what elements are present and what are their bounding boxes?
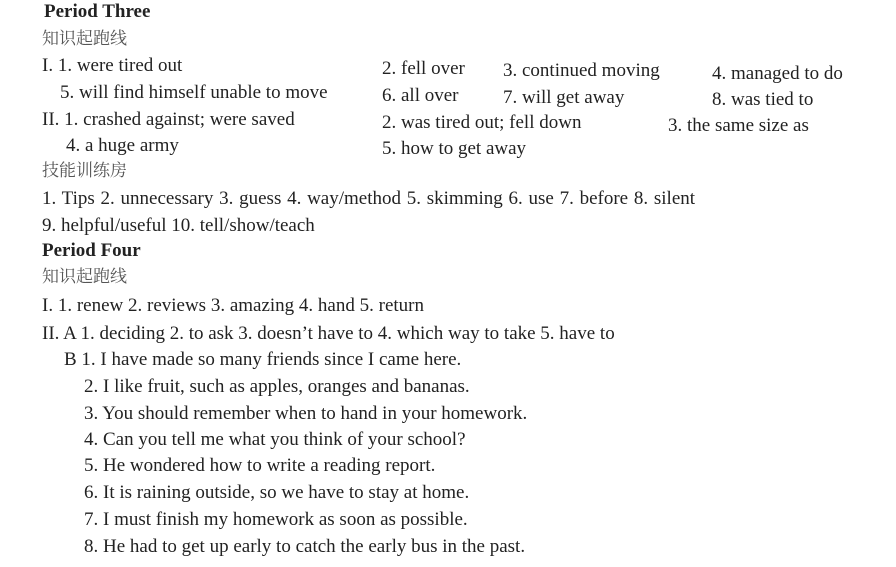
period-four-title: Period Four <box>42 240 141 261</box>
p3-i-answer-5: 5. will find himself unable to move <box>60 82 328 103</box>
p4-b-sentence-7: 7. I must finish my homework as soon as possible. <box>84 509 468 530</box>
p3-i-answer-4: 4. managed to do <box>712 63 843 84</box>
p3-i-answer-7: 7. will get away <box>503 87 625 108</box>
p4-b-sentence-8: 8. He had to get up early to catch the early bus in the past. <box>84 536 526 557</box>
p4-b-sentence-6: 6. It is raining outside, so we have to stay at home. <box>84 482 470 503</box>
p3-ii-answer-3: 3. the same size as <box>668 115 809 136</box>
p4-b-sentence-5: 5. He wondered how to write a reading report. <box>84 455 436 476</box>
p3-ii-answer-1: II. 1. crashed against; were saved <box>42 109 295 130</box>
p4-b-sentence-2: 2. I like fruit, such as apples, oranges and bananas. <box>84 376 470 397</box>
p3-ii-answer-2: 2. was tired out; fell down <box>382 112 582 133</box>
p3-i-answer-3: 3. continued moving <box>503 60 660 81</box>
p3-ii-answer-4: 4. a huge army <box>66 135 179 156</box>
p3-skills-answers-line-1: 1. Tips 2. unnecessary 3. guess 4. way/method 5. skimming 6. use 7. before 8. silent <box>42 188 696 209</box>
p3-i-answer-8: 8. was tied to <box>712 89 814 110</box>
p3-skills-answers-line-2: 9. helpful/useful 10. tell/show/teach <box>42 215 315 236</box>
period-three-title: Period Three <box>44 1 151 22</box>
p3-i-answer-1: I. 1. were tired out <box>42 55 183 76</box>
p4-b-sentence-4: 4. Can you tell me what you think of your school? <box>84 429 466 450</box>
p3-i-answer-2: 2. fell over <box>382 58 465 79</box>
period-three-section-knowledge: 知识起跑线 <box>42 29 127 49</box>
period-three-section-skills: 技能训练房 <box>42 161 127 181</box>
p4-b-sentence-1: B 1. I have made so many friends since I came here. <box>64 349 462 370</box>
p3-ii-answer-5: 5. how to get away <box>382 138 527 159</box>
p3-i-answer-6: 6. all over <box>382 85 459 106</box>
p4-i-answers: I. 1. renew 2. reviews 3. amazing 4. hand 5. return <box>42 295 424 316</box>
period-four-section-knowledge: 知识起跑线 <box>42 267 127 287</box>
p4-iia-answers: II. A 1. deciding 2. to ask 3. doesn’t have to 4. which way to take 5. have to <box>42 323 615 344</box>
p4-b-sentence-3: 3. You should remember when to hand in your homework. <box>84 403 528 424</box>
